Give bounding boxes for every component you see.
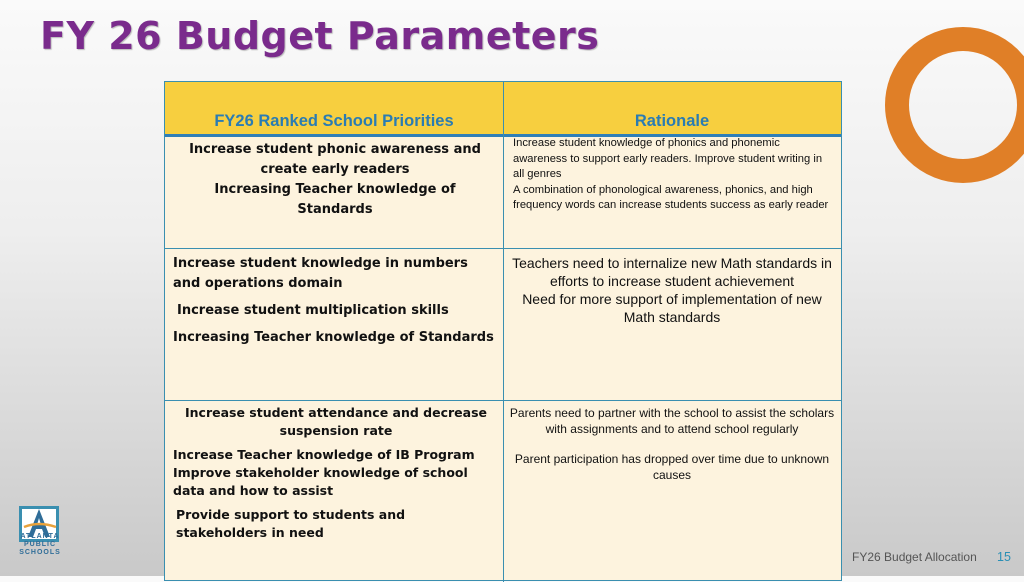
- page-number: 15: [997, 550, 1011, 564]
- priority-item: Increasing Teacher knowledge of Standards: [173, 330, 494, 345]
- priority-item: Increase Teacher knowledge of IB Program: [173, 447, 475, 462]
- rationale-item: A combination of phonological awareness, phonics, and high frequency words can increase students success as early reader: [513, 183, 829, 211]
- column-divider: [503, 82, 504, 582]
- rationale-item: Parents need to partner with the school to assist the scholars with assignments and to attend school regularly: [509, 406, 835, 436]
- slide-title: FY 26 Budget Parameters: [40, 14, 600, 58]
- row3-priorities: [173, 404, 499, 542]
- priority-item: Increase student attendance and decrease suspension rate: [184, 405, 488, 438]
- priority-item: Increasing Teacher knowledge of Standards: [214, 182, 456, 217]
- row3-rationale: [509, 405, 835, 483]
- priority-item: Improve stakeholder knowledge of school data and how to assist: [173, 465, 468, 498]
- header-rationale: Rationale: [634, 112, 710, 130]
- row2-priorities: [173, 254, 499, 348]
- rationale-item: Need for more support of implementation of new Math standards: [522, 291, 822, 325]
- priority-item: Increase student knowledge in numbers and operations domain: [173, 256, 468, 291]
- logo-text-public: PUBLIC: [23, 541, 57, 548]
- footer-label: FY26 Budget Allocation: [852, 550, 977, 564]
- row-divider: [165, 248, 841, 249]
- priority-item: Increase student multiplication skills: [177, 303, 449, 318]
- row1-priorities: [177, 140, 493, 220]
- logo-text-schools: SCHOOLS: [19, 549, 61, 556]
- priority-item: Provide support to students and stakeholders in need: [176, 507, 406, 540]
- rationale-item: Teachers need to internalize new Math standards in efforts to increase student achievement: [512, 255, 832, 289]
- row2-rationale: [509, 254, 835, 326]
- rationale-item: Parent participation has dropped over time due to unknown causes: [514, 452, 830, 482]
- orange-ring-decoration: [884, 26, 1024, 184]
- header-priorities: FY26 Ranked School Priorities: [214, 112, 454, 130]
- rationale-item: Increase student knowledge of phonics and phonemic awareness to support early readers. Improve student writing in all genres: [513, 137, 823, 180]
- row-divider: [165, 400, 841, 401]
- priorities-table: [164, 81, 842, 581]
- row1-rationale: [513, 136, 833, 214]
- priority-item: Increase student phonic awareness and create early readers: [189, 142, 481, 177]
- logo-text-atlanta: ATLANTA: [20, 533, 60, 540]
